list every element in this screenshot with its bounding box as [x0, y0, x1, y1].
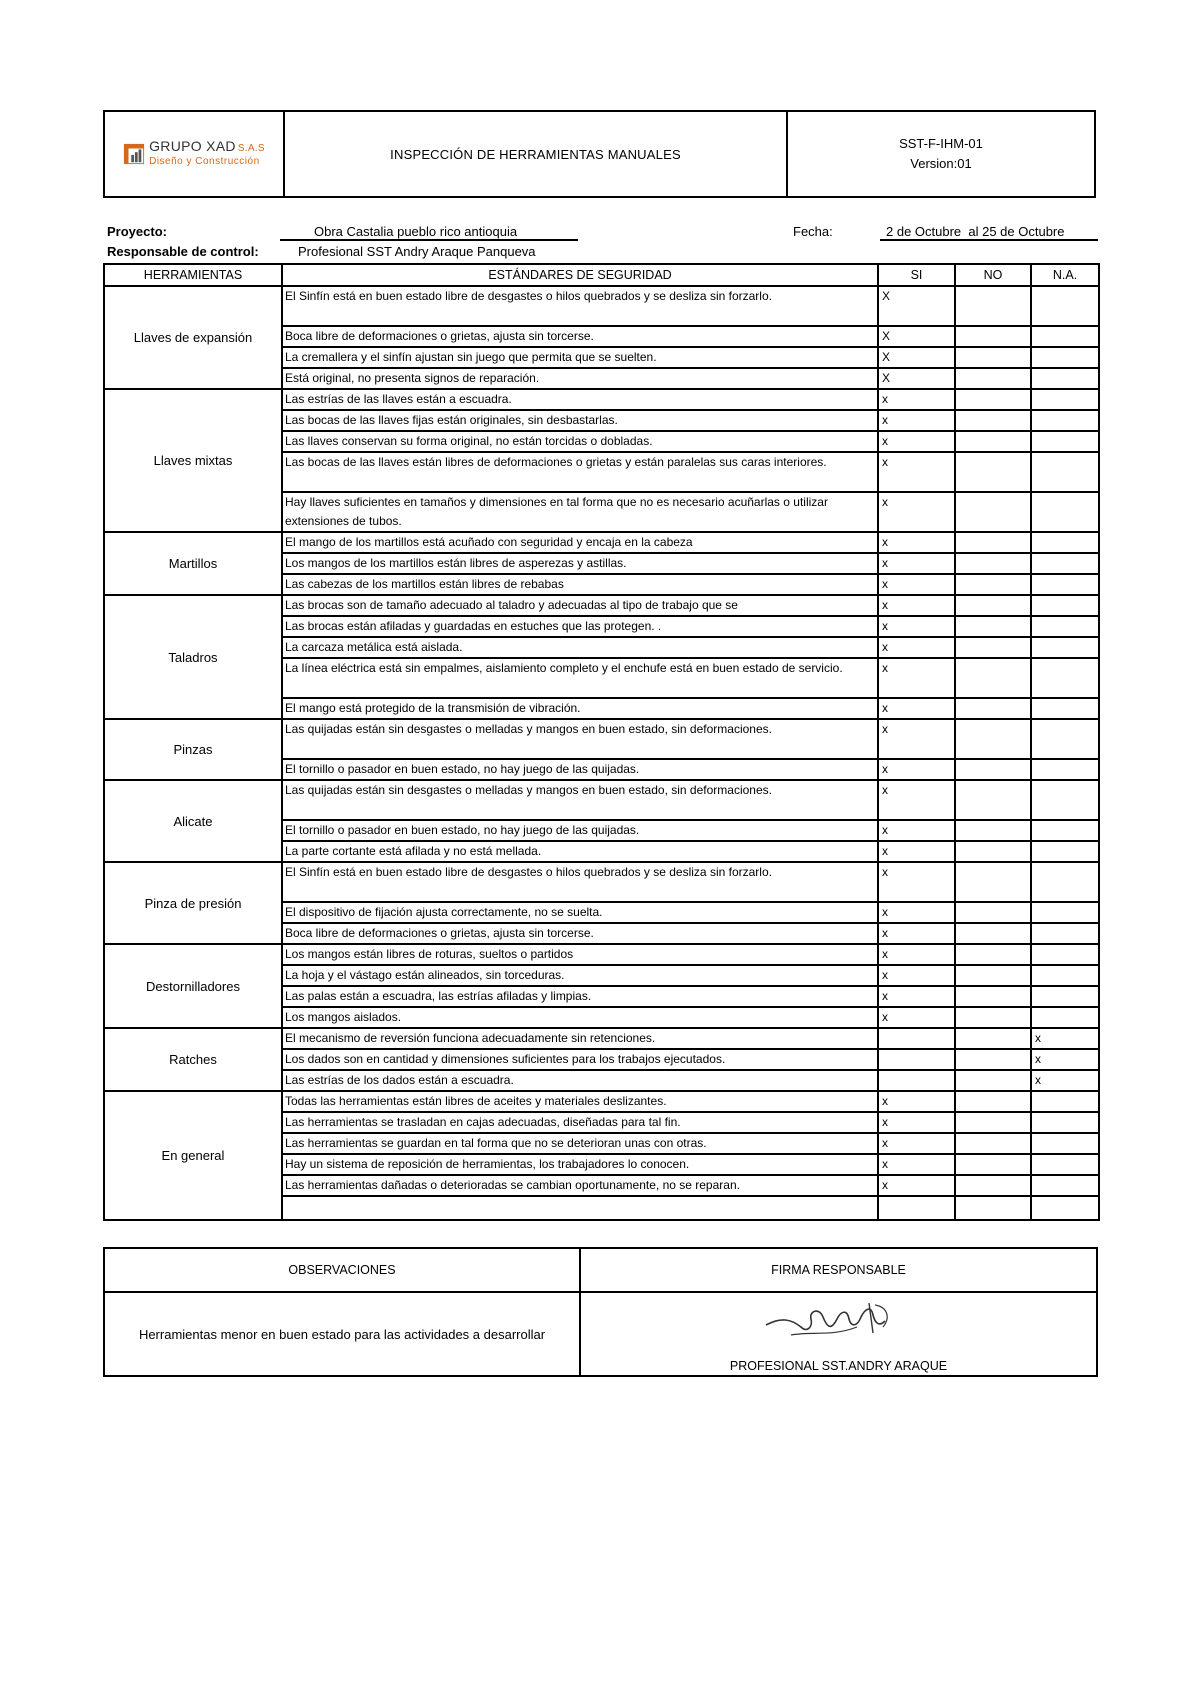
- check-cell[interactable]: [878, 1196, 955, 1220]
- check-no[interactable]: [955, 574, 1031, 595]
- standard-text: La cremallera y el sinfín ajustan sin juego que permita que se suelten.: [282, 347, 878, 368]
- check-si[interactable]: x: [878, 759, 955, 780]
- check-na[interactable]: [1031, 986, 1099, 1007]
- check-si[interactable]: x: [878, 452, 955, 492]
- check-si[interactable]: x: [878, 862, 955, 902]
- tool-name: Taladros: [104, 595, 282, 719]
- check-na[interactable]: [1031, 719, 1099, 759]
- check-no[interactable]: [955, 759, 1031, 780]
- signature-area: [581, 1293, 1096, 1375]
- check-no[interactable]: [955, 368, 1031, 389]
- tool-name: Alicate: [104, 780, 282, 862]
- check-na[interactable]: [1031, 389, 1099, 410]
- check-si[interactable]: x: [878, 1091, 955, 1112]
- check-na[interactable]: [1031, 637, 1099, 658]
- company-logo: [105, 112, 285, 196]
- check-na[interactable]: [1031, 923, 1099, 944]
- check-no[interactable]: [955, 698, 1031, 719]
- check-no[interactable]: [955, 820, 1031, 841]
- check-si[interactable]: X: [878, 326, 955, 347]
- observations-box: [103, 1247, 1098, 1377]
- check-cell[interactable]: [1031, 1196, 1099, 1220]
- check-si[interactable]: x: [878, 1154, 955, 1175]
- check-na[interactable]: [1031, 1133, 1099, 1154]
- check-na[interactable]: [1031, 368, 1099, 389]
- standard-text: Está original, no presenta signos de reparación.: [282, 368, 878, 389]
- check-no[interactable]: [955, 1007, 1031, 1028]
- check-no[interactable]: [955, 1070, 1031, 1091]
- check-si[interactable]: x: [878, 389, 955, 410]
- standard-text: Hay un sistema de reposición de herramientas, los trabajadores lo conocen.: [282, 1154, 878, 1175]
- tool-name: En general: [104, 1091, 282, 1220]
- signer-name: PROFESIONAL SST.ANDRY ARAQUE: [729, 1359, 948, 1373]
- check-no[interactable]: [955, 986, 1031, 1007]
- check-na[interactable]: [1031, 595, 1099, 616]
- table-row: [104, 1028, 1099, 1049]
- check-no[interactable]: [955, 492, 1031, 532]
- check-si[interactable]: X: [878, 347, 955, 368]
- tool-name: Pinzas: [104, 719, 282, 780]
- form-code: SST-F-IHM-01: [899, 136, 983, 151]
- standard-text: Las bocas de las llaves están libres de deformaciones o grietas y están paralelas sus caras interiores.: [282, 452, 878, 492]
- check-si[interactable]: x: [878, 616, 955, 637]
- logo-subtitle: Diseño y Construcción: [149, 156, 260, 167]
- check-no[interactable]: [955, 862, 1031, 902]
- check-no[interactable]: [955, 286, 1031, 326]
- check-si[interactable]: [878, 1028, 955, 1049]
- check-cell[interactable]: [955, 1196, 1031, 1220]
- check-na[interactable]: [1031, 944, 1099, 965]
- date-label: Fecha:: [793, 224, 833, 239]
- standard-text: El dispositivo de fijación ajusta correctamente, no se suelta.: [282, 902, 878, 923]
- check-si[interactable]: x: [878, 574, 955, 595]
- tool-name: Pinza de presión: [104, 862, 282, 944]
- check-si[interactable]: x: [878, 553, 955, 574]
- tool-name: Llaves mixtas: [104, 389, 282, 532]
- check-si[interactable]: x: [878, 1175, 955, 1196]
- standard-text: Las herramientas se guardan en tal forma que no se deterioran unas con otras.: [282, 1133, 878, 1154]
- check-na[interactable]: x: [1031, 1070, 1099, 1091]
- check-na[interactable]: [1031, 820, 1099, 841]
- check-na[interactable]: [1031, 1091, 1099, 1112]
- check-si[interactable]: x: [878, 410, 955, 431]
- check-no[interactable]: [955, 452, 1031, 492]
- standard-text: Las llaves conservan su forma original, no están torcidas o dobladas.: [282, 431, 878, 452]
- check-na[interactable]: [1031, 347, 1099, 368]
- project-value: Obra Castalia pueblo rico antioquia: [280, 224, 578, 241]
- standard-text: Todas las herramientas están libres de aceites y materiales deslizantes.: [282, 1091, 878, 1112]
- check-si[interactable]: x: [878, 1133, 955, 1154]
- check-na[interactable]: [1031, 1175, 1099, 1196]
- check-no[interactable]: [955, 923, 1031, 944]
- standard-text: El Sinfín está en buen estado libre de desgastes o hilos quebrados y se desliza sin forzarlo.: [282, 862, 878, 902]
- check-si[interactable]: x: [878, 986, 955, 1007]
- standard-text: Las quijadas están sin desgastes o melladas y mangos en buen estado, sin deformaciones.: [282, 719, 878, 759]
- check-no[interactable]: [955, 1091, 1031, 1112]
- standard-text: La parte cortante está afilada y no está mellada.: [282, 841, 878, 862]
- tool-name: Llaves de expansión: [104, 286, 282, 389]
- header-no: NO: [955, 264, 1031, 286]
- check-si[interactable]: [878, 1049, 955, 1070]
- check-na[interactable]: [1031, 616, 1099, 637]
- check-si[interactable]: x: [878, 1007, 955, 1028]
- standard-text: El mango de los martillos está acuñado con seguridad y encaja en la cabeza: [282, 532, 878, 553]
- standard-text: El mecanismo de reversión funciona adecuadamente sin retenciones.: [282, 1028, 878, 1049]
- tool-name: Martillos: [104, 532, 282, 595]
- table-header-row: [104, 264, 1099, 286]
- form-code-block: [788, 112, 1094, 196]
- standard-text: Las herramientas dañadas o deterioradas se cambian oportunamente, no se reparan.: [282, 1175, 878, 1196]
- table-row: [104, 719, 1099, 759]
- check-no[interactable]: [955, 347, 1031, 368]
- check-na[interactable]: [1031, 574, 1099, 595]
- table-row: [104, 780, 1099, 820]
- check-no[interactable]: [955, 1175, 1031, 1196]
- check-na[interactable]: [1031, 492, 1099, 532]
- check-na[interactable]: [1031, 326, 1099, 347]
- table-row: [104, 595, 1099, 616]
- project-label: Proyecto:: [107, 224, 167, 239]
- check-no[interactable]: [955, 1112, 1031, 1133]
- check-na[interactable]: [1031, 452, 1099, 492]
- standard-text: La línea eléctrica está sin empalmes, aislamiento completo y el enchufe está en buen estado de servicio.: [282, 658, 878, 698]
- check-si[interactable]: x: [878, 719, 955, 759]
- logo-brand: GRUPO XAD S.A.S: [149, 138, 265, 154]
- tool-name: Destornilladores: [104, 944, 282, 1028]
- check-no[interactable]: [955, 637, 1031, 658]
- check-si[interactable]: x: [878, 902, 955, 923]
- standard-text: Las bocas de las llaves fijas están originales, sin desbastarlas.: [282, 410, 878, 431]
- table-row: [104, 532, 1099, 553]
- standard-text: El tornillo o pasador en buen estado, no hay juego de las quijadas.: [282, 759, 878, 780]
- standard-text: Las palas están a escuadra, las estrías afiladas y limpias.: [282, 986, 878, 1007]
- check-si[interactable]: x: [878, 431, 955, 452]
- standard-text: Los mangos de los martillos están libres de asperezas y astillas.: [282, 553, 878, 574]
- check-na[interactable]: [1031, 841, 1099, 862]
- check-na[interactable]: x: [1031, 1028, 1099, 1049]
- check-no[interactable]: [955, 410, 1031, 431]
- check-no[interactable]: [955, 719, 1031, 759]
- standard-text: Boca libre de deformaciones o grietas, ajusta sin torcerse.: [282, 326, 878, 347]
- standard-text: La carcaza metálica está aislada.: [282, 637, 878, 658]
- table-row: [104, 286, 1099, 326]
- inspection-table: [103, 263, 1100, 1221]
- signature-image: [761, 1297, 901, 1347]
- check-na[interactable]: [1031, 1112, 1099, 1133]
- check-si[interactable]: x: [878, 820, 955, 841]
- check-si[interactable]: x: [878, 637, 955, 658]
- check-no[interactable]: [955, 902, 1031, 923]
- check-si[interactable]: x: [878, 1112, 955, 1133]
- check-no[interactable]: [955, 1133, 1031, 1154]
- check-no[interactable]: [955, 553, 1031, 574]
- check-na[interactable]: [1031, 698, 1099, 719]
- header-standards: ESTÁNDARES DE SEGURIDAD: [282, 264, 878, 286]
- table-row: [104, 944, 1099, 965]
- check-na[interactable]: [1031, 1154, 1099, 1175]
- standard-text: El tornillo o pasador en buen estado, no hay juego de las quijadas.: [282, 820, 878, 841]
- check-no[interactable]: [955, 616, 1031, 637]
- observation-text: Herramientas menor en buen estado para las actividades a desarrollar: [105, 1293, 581, 1375]
- check-no[interactable]: [955, 1049, 1031, 1070]
- check-si[interactable]: [878, 1070, 955, 1091]
- check-no[interactable]: [955, 431, 1031, 452]
- table-row: [104, 862, 1099, 902]
- responsible-label: Responsable de control:: [107, 244, 259, 259]
- check-na[interactable]: [1031, 532, 1099, 553]
- check-si[interactable]: x: [878, 841, 955, 862]
- standard-text: La hoja y el vástago están alineados, sin torceduras.: [282, 965, 878, 986]
- logo-mark-icon: [123, 143, 145, 165]
- check-no[interactable]: [955, 389, 1031, 410]
- check-no[interactable]: [955, 1028, 1031, 1049]
- check-si[interactable]: X: [878, 368, 955, 389]
- header-si: SI: [878, 264, 955, 286]
- table-row: [104, 389, 1099, 410]
- date-value: 2 de Octubre al 25 de Octubre: [880, 224, 1098, 241]
- check-si[interactable]: x: [878, 780, 955, 820]
- check-no[interactable]: [955, 944, 1031, 965]
- tool-name: Ratches: [104, 1028, 282, 1091]
- form-header: [103, 110, 1096, 198]
- standard-text: Las herramientas se trasladan en cajas adecuadas, diseñadas para tal fin.: [282, 1112, 878, 1133]
- check-si[interactable]: X: [878, 286, 955, 326]
- standard-text: El Sinfín está en buen estado libre de desgastes o hilos quebrados y se desliza sin forzarlo.: [282, 286, 878, 326]
- check-no[interactable]: [955, 780, 1031, 820]
- check-si[interactable]: x: [878, 492, 955, 532]
- check-na[interactable]: [1031, 1007, 1099, 1028]
- responsible-value: Profesional SST Andry Araque Panqueva: [298, 244, 536, 259]
- check-no[interactable]: [955, 1154, 1031, 1175]
- check-na[interactable]: [1031, 658, 1099, 698]
- check-no[interactable]: [955, 326, 1031, 347]
- header-tools: HERRAMIENTAS: [104, 264, 282, 286]
- table-row: [104, 1091, 1099, 1112]
- check-na[interactable]: [1031, 286, 1099, 326]
- check-no[interactable]: [955, 532, 1031, 553]
- check-na[interactable]: [1031, 759, 1099, 780]
- standard-text: Las quijadas están sin desgastes o melladas y mangos en buen estado, sin deformaciones.: [282, 780, 878, 820]
- check-na[interactable]: [1031, 780, 1099, 820]
- standard-text: El mango está protegido de la transmisión de vibración.: [282, 698, 878, 719]
- check-si[interactable]: x: [878, 698, 955, 719]
- standard-text: Las brocas están afiladas y guardadas en estuches que las protegen. .: [282, 616, 878, 637]
- check-si[interactable]: x: [878, 595, 955, 616]
- table-body: [104, 286, 1099, 1220]
- check-no[interactable]: [955, 658, 1031, 698]
- signature-label: FIRMA RESPONSABLE: [771, 1263, 906, 1277]
- standard-text: [282, 1196, 878, 1220]
- check-na[interactable]: [1031, 965, 1099, 986]
- standard-text: Las brocas son de tamaño adecuado al taladro y adecuadas al tipo de trabajo que se: [282, 595, 878, 616]
- standard-text: Los dados son en cantidad y dimensiones suficientes para los trabajos ejecutados.: [282, 1049, 878, 1070]
- standard-text: Las estrías de los dados están a escuadra.: [282, 1070, 878, 1091]
- form-version: Version:01: [910, 156, 972, 171]
- check-na[interactable]: [1031, 410, 1099, 431]
- check-na[interactable]: [1031, 431, 1099, 452]
- check-si[interactable]: x: [878, 658, 955, 698]
- form-title: INSPECCIÓN DE HERRAMIENTAS MANUALES: [285, 112, 788, 196]
- check-na[interactable]: [1031, 553, 1099, 574]
- header-na: N.A.: [1031, 264, 1099, 286]
- check-na[interactable]: [1031, 862, 1099, 902]
- check-na[interactable]: [1031, 902, 1099, 923]
- standard-text: Los mangos están libres de roturas, sueltos o partidos: [282, 944, 878, 965]
- standard-text: Las cabezas de los martillos están libres de rebabas: [282, 574, 878, 595]
- check-si[interactable]: x: [878, 965, 955, 986]
- check-si[interactable]: x: [878, 532, 955, 553]
- standard-text: Las estrías de las llaves están a escuadra.: [282, 389, 878, 410]
- check-no[interactable]: [955, 965, 1031, 986]
- check-si[interactable]: x: [878, 944, 955, 965]
- check-na[interactable]: x: [1031, 1049, 1099, 1070]
- check-si[interactable]: x: [878, 923, 955, 944]
- check-no[interactable]: [955, 595, 1031, 616]
- standard-text: Boca libre de deformaciones o grietas, ajusta sin torcerse.: [282, 923, 878, 944]
- standard-text: Los mangos aislados.: [282, 1007, 878, 1028]
- observations-label: OBSERVACIONES: [105, 1249, 581, 1291]
- standard-text: Hay llaves suficientes en tamaños y dimensiones en tal forma que no es necesario acuñarlas o utilizar extensiones de tubos.: [282, 492, 878, 532]
- check-no[interactable]: [955, 841, 1031, 862]
